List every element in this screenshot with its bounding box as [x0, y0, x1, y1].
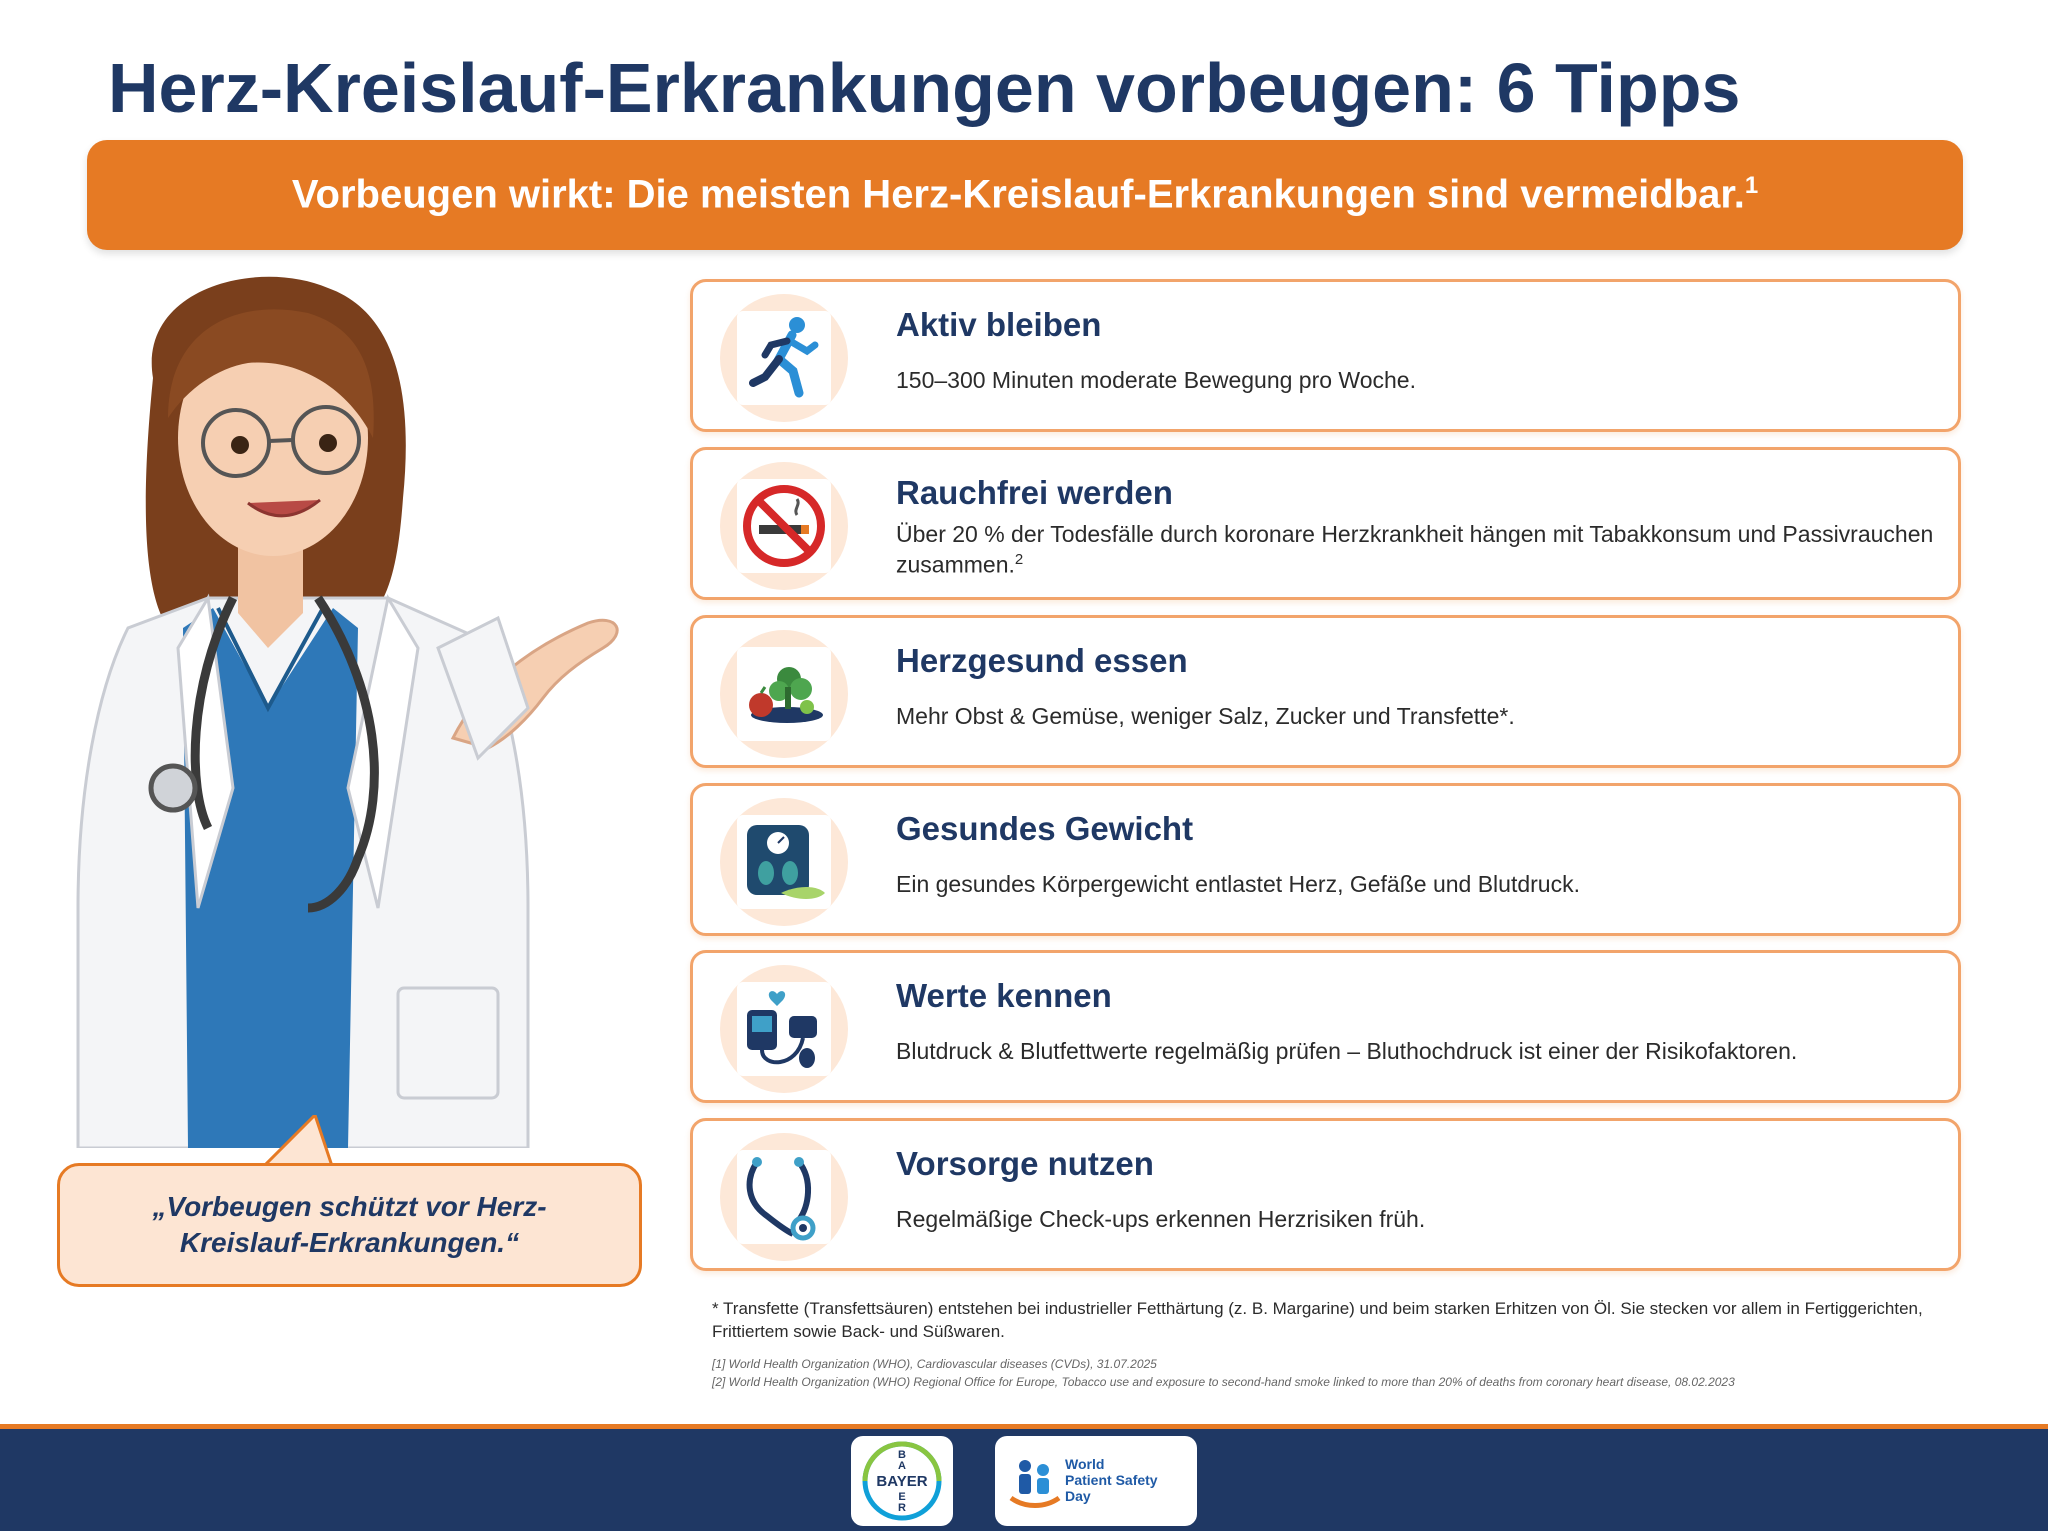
scale-icon	[720, 798, 848, 926]
tip-text: Mehr Obst & Gemüse, weniger Salz, Zucker und Transfette*.	[896, 703, 1515, 729]
tip-text: Über 20 % der Todesfälle durch koronare Herzkrankheit hängen mit Tabakkonsum und Passivrauchen zusammen.$^2$	[896, 521, 1934, 578]
tip-title: Werte kennen	[896, 977, 1112, 1014]
tip-text: Blutdruck & Blutfettwerte regelmäßig prüfen – Bluthochdruck ist einer der Risikofaktoren.	[896, 1038, 1798, 1064]
svg-text:B: B	[898, 1449, 906, 1461]
no-smoking-icon	[720, 462, 848, 590]
svg-text:R: R	[898, 1502, 906, 1514]
stethoscope-icon	[720, 1133, 848, 1261]
blood-pressure-monitor-icon	[720, 965, 848, 1093]
tip-text: Regelmäßige Check-ups erkennen Herzrisiken früh.	[896, 1206, 1426, 1232]
footnote: * Transfette (Transfettsäuren) entstehen bei industrieller Fetthärtung (z. B. Margarine) und beim starken Erhitzen von Öl. Sie stecken vor allem in Fertiggerichten, Frittiertem sowie Back- und Süßwaren.	[712, 1299, 1923, 1341]
reference-2: [2] World Health Organization (WHO) Regional Office for Europe, Tobacco use and exposure to second-hand smoke linked to more than 20% of deaths from coronary heart disease, 08.02.2023	[712, 1375, 1735, 1389]
tip-title: Vorsorge nutzen	[896, 1145, 1154, 1182]
svg-text:E: E	[898, 1491, 906, 1503]
tip-card-aktiv-bleiben	[690, 279, 1961, 432]
tip-title: Herzgesund essen	[896, 642, 1188, 679]
tip-title: Aktiv bleiben	[896, 306, 1102, 343]
speech-bubble-text: „Vorbeugen schützt vor Herz-Kreislauf-Erkrankungen.“	[152, 1191, 547, 1258]
doctor-illustration	[58, 268, 678, 1148]
references	[712, 1355, 1952, 1391]
tip-card-herzgesund-essen	[690, 615, 1961, 768]
svg-text:A: A	[898, 1460, 906, 1472]
speech-bubble	[57, 1163, 642, 1287]
wpsd-logo-text: World Patient Safety Day	[1065, 1456, 1158, 1504]
tip-title: Gesundes Gewicht	[896, 810, 1194, 847]
healthy-food-icon	[720, 630, 848, 758]
tip-text: Ein gesundes Körpergewicht entlastet Herz, Gefäße und Blutdruck.	[896, 871, 1580, 897]
bayer-logo	[851, 1436, 953, 1526]
tip-card-vorsorge-nutzen	[690, 1118, 1961, 1271]
banner-text: Vorbeugen wirkt: Die meisten Herz-Kreislauf-Erkrankungen sind vermeidbar.$^1$	[291, 172, 1759, 217]
page-title: Herz-Kreislauf-Erkrankungen vorbeugen: 6 Tipps	[108, 49, 1741, 127]
bayer-logo-text: BAYER	[876, 1473, 928, 1490]
tip-card-gesundes-gewicht	[690, 783, 1961, 936]
headline-banner	[87, 140, 1963, 250]
reference-1: [1] World Health Organization (WHO), Cardiovascular diseases (CVDs), 31.07.2025	[712, 1357, 1157, 1371]
running-person-icon	[720, 294, 848, 422]
tip-text: 150–300 Minuten moderate Bewegung pro Woche.	[896, 367, 1416, 393]
tip-card-werte-kennen	[690, 950, 1961, 1103]
tip-title: Rauchfrei werden	[896, 474, 1173, 511]
world-patient-safety-day-logo	[995, 1436, 1197, 1526]
tip-card-rauchfrei-werden	[690, 447, 1961, 600]
